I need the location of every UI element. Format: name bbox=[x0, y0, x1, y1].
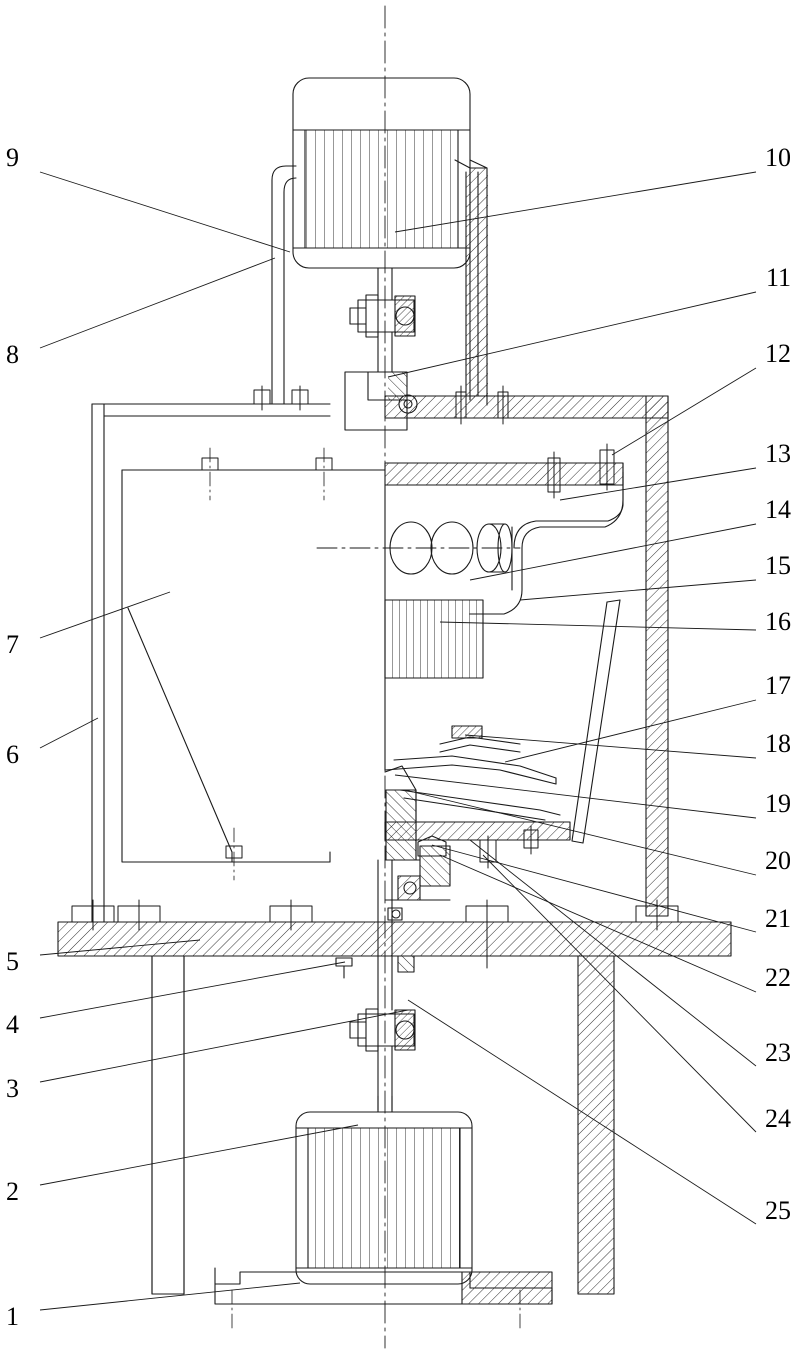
callout-number-19: 19 bbox=[765, 789, 791, 818]
callout-number-1: 1 bbox=[6, 1302, 19, 1331]
upper-coupling bbox=[350, 295, 415, 372]
callout-number-15: 15 bbox=[765, 551, 791, 580]
callout-number-5: 5 bbox=[6, 947, 19, 976]
callout-number-6: 6 bbox=[6, 740, 19, 769]
callout-number-7: 7 bbox=[6, 630, 19, 659]
callout-number-23: 23 bbox=[765, 1038, 791, 1067]
callout-number-10: 10 bbox=[765, 143, 791, 172]
callout-number-13: 13 bbox=[765, 439, 791, 468]
callout-number-2: 2 bbox=[6, 1177, 19, 1206]
callout-number-21: 21 bbox=[765, 904, 791, 933]
lower-support-assembly bbox=[378, 766, 570, 1010]
callout-number-25: 25 bbox=[765, 1196, 791, 1225]
callout-number-9: 9 bbox=[6, 143, 19, 172]
callout-number-22: 22 bbox=[765, 963, 791, 992]
callout-number-24: 24 bbox=[765, 1104, 791, 1133]
callout-number-17: 17 bbox=[765, 671, 791, 700]
callout-number-14: 14 bbox=[765, 495, 791, 524]
callout-number-16: 16 bbox=[765, 607, 791, 636]
callout-number-4: 4 bbox=[6, 1010, 19, 1039]
upper-guard-panel bbox=[92, 166, 478, 922]
callout-number-3: 3 bbox=[6, 1074, 19, 1103]
callout-number-12: 12 bbox=[765, 339, 791, 368]
callout-number-20: 20 bbox=[765, 846, 791, 875]
callout-number-8: 8 bbox=[6, 340, 19, 369]
upper-motor-mount bbox=[455, 160, 488, 405]
lower-coupling bbox=[336, 956, 415, 1110]
bottom-base bbox=[215, 1268, 552, 1330]
callout-number-18: 18 bbox=[765, 729, 791, 758]
lower-motor bbox=[296, 1096, 472, 1284]
vessel-housing bbox=[317, 444, 623, 843]
upper-motor bbox=[293, 78, 470, 300]
callout-number-11: 11 bbox=[765, 263, 791, 292]
